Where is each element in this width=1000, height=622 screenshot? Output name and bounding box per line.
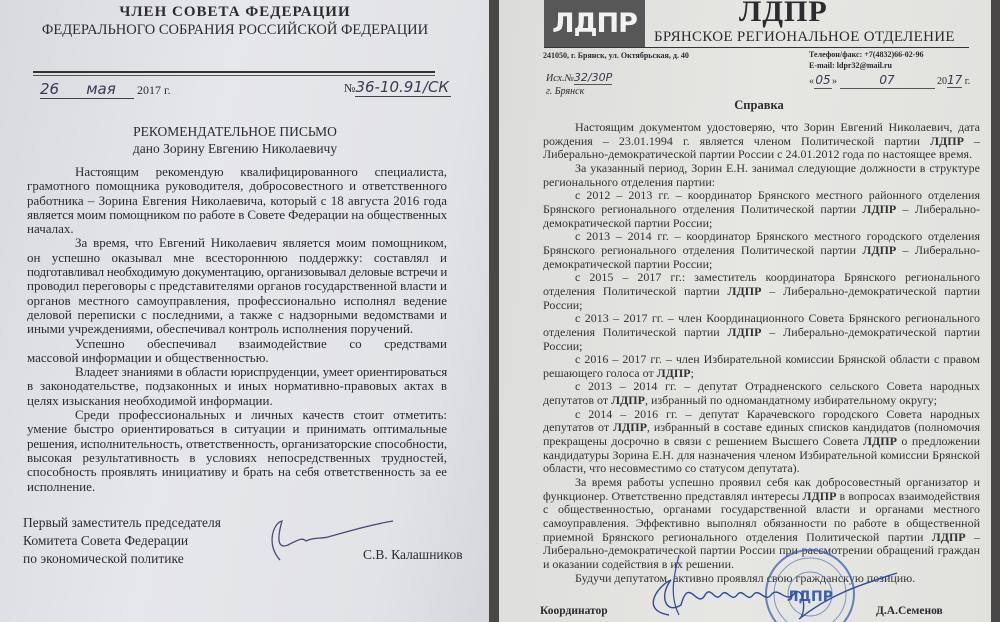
certificate-title: Справка: [734, 98, 784, 112]
date-month: 07: [840, 73, 935, 89]
signer-position-line: Первый заместитель председателя: [23, 515, 221, 530]
signature-semenov: [599, 555, 899, 622]
date-year: 2017 г.: [137, 83, 171, 97]
text-line: целях изыскания необходимой информации.: [27, 392, 273, 408]
date-month: мая: [68, 80, 134, 99]
out-number-value: 32/30Р: [573, 71, 613, 84]
text-line: подготавливал необходимую документацию, организовывал деловые встречи и: [27, 264, 448, 280]
text-line: области, что несовместимо со статусом депутата).: [543, 461, 800, 476]
number-prefix: №: [344, 81, 356, 95]
text-line: Настоящим документом удостоверяю, что Зорин Евгений Николаевич, дата: [575, 120, 980, 134]
text-line: За время работы успешно проявил себя как добросовестный организатор и: [575, 475, 980, 490]
text-line: высокая результативность в условиях непосредственных трудностей,: [27, 449, 447, 465]
text-line: депутатов от ЛДПР, избранный по одномандатному избирательному округу;: [543, 393, 937, 408]
text-line: с 2012 – 2013 гг. – координатор Брянского местного районного отделения: [575, 188, 980, 203]
letterhead-divider: [33, 71, 435, 76]
email: E-mail: ldpr32@mail.ru: [809, 61, 892, 70]
signer-name: Д.А.Семенов: [876, 605, 943, 617]
text-line: с общественностью, органами государственной власти и органами местного: [543, 502, 980, 517]
text-line: с 2015 – 2017 гг.: заместитель координатора Брянского регионального: [575, 270, 980, 285]
text-line: началах.: [27, 221, 74, 237]
org-subtitle: БРЯНСКОЕ РЕГИОНАЛЬНОЕ ОТДЕЛЕНИЕ: [654, 29, 955, 45]
signer-position: Координатор: [540, 605, 608, 617]
text-line: кандидатуры Зорина Е.Н. для назначения членом Избирательной комиссии Брянской: [543, 447, 980, 462]
certificate-page: [499, 0, 991, 622]
text-line: решающего голоса от ЛДПР;: [543, 365, 694, 380]
text-line: иными учреждениями, обеспечивал контроль исполнения поручений.: [27, 321, 414, 337]
text-line: Либерально-демократической партии России при рассмотрении обращений граждан: [543, 543, 980, 558]
text-line: отделения Политической партии ЛДПР – Либерально-демократической партии: [543, 324, 980, 339]
text-line: Либерально-демократической партии России с 24.01.2012 года по настоящее время.: [543, 147, 973, 162]
text-line: и оказании содействия в их решении.: [543, 557, 734, 571]
text-line: демократической партии России;: [543, 256, 713, 271]
date-year-prefix: 20: [937, 76, 947, 87]
text-line: регионального отделения партии:: [543, 174, 716, 189]
date-day: 05: [815, 73, 831, 87]
text-line: он успешно оказывал мне всестороннюю поддержку: составлял и: [27, 249, 447, 265]
date-day: 26: [40, 80, 68, 99]
number-value: 36-10.91/СК: [355, 78, 451, 97]
text-line: Брянского регионального отделения Политической партии ЛДПР – Либерально-: [543, 242, 980, 257]
text-line: Настоящим рекомендую квалифицированного специалиста,: [75, 164, 447, 179]
text-line: России;: [543, 297, 583, 312]
text-line: депутатов от ЛДПР, избранный в составе единых списков кандидатов (полномочия: [543, 420, 980, 435]
letter-date: [40, 80, 171, 99]
text-line: с 2013 – 2014 гг. – депутат Отрадненского сельского Совета народных: [575, 379, 980, 394]
out-number-label: Исх.№: [546, 73, 574, 84]
city: г. Брянск: [546, 86, 585, 97]
signer-position: [23, 514, 221, 568]
text-line: проводил переговоры с представителями органов государственной власти и: [27, 278, 447, 294]
text-line: отделения Политической партии ЛДПР – Либерально-демократической партии: [543, 283, 980, 298]
letterhead-title: ЧЛЕН СОВЕТА ФЕДЕРАЦИИ: [119, 4, 351, 20]
text-line: демократической партии России;: [543, 215, 713, 230]
letter-subtitle: дано Зорину Евгению Николаевичу: [132, 141, 338, 156]
text-line: деловой переписки с последними, а также с надзорными ведомствами и: [27, 306, 448, 322]
letter-body: [27, 165, 447, 494]
text-line: с 2013 – 2014 гг. – координатор Брянского местного городского отделения: [575, 229, 980, 244]
certificate-date: «05» 07 2017 г.: [809, 73, 971, 87]
letter-title: РЕКОМЕНДАТЕЛЬНОЕ ПИСЬМО: [133, 124, 337, 139]
text-line: России;: [543, 338, 583, 353]
certificate-body: [543, 121, 980, 585]
date-year-suffix: 17: [947, 73, 963, 87]
text-line: функционер. Ответственно представлял интересы ЛДПР в вопросах взаимодействия: [543, 488, 980, 503]
text-line: умение быстро ориентироваться в ситуации и принимать оптимальные: [27, 421, 447, 437]
letter-number: [344, 78, 451, 97]
org-title: ЛДПР: [739, 0, 828, 28]
text-line: Будучи депутатом, активно проявлял свою гражданскую позицию.: [575, 570, 916, 585]
phone: Телефон/факс: +7(4832)66-02-96: [809, 50, 924, 59]
text-line: с 2014 – 2016 гг. – депутат Карачевского городского Совета народных: [575, 406, 980, 421]
text-line: решения, исполнительность, ответственность, организаторские способности,: [27, 435, 447, 451]
text-line: приемной Брянского регионального отделения Политической партии ЛДПР –: [543, 529, 981, 544]
text-line: работника – Зорина Евгения Николаевича, который с 18 августа 2016 года: [27, 192, 447, 208]
signer-position-line: Комитета Совета Федерации: [23, 533, 189, 548]
date-year-unit: г.: [964, 76, 971, 87]
text-line: За указанный период, Зорин Е.Н. занимал следующие должности в структуре: [575, 160, 980, 175]
text-line: грамотного помощника руководителя, добросовестного и ответственного: [27, 178, 447, 194]
recommendation-letter-page: [0, 0, 489, 622]
text-line: в законодательстве, подзаконных и иных нормативно-правовых актах в: [27, 378, 447, 394]
signer-name: С.В. Калашников: [363, 547, 463, 562]
header-divider: [544, 47, 969, 48]
signer-position-line: по экономической политике: [23, 551, 184, 566]
text-line: является моим помощником по работе в Совете Федерации на общественных: [27, 206, 447, 222]
text-line: Владеет знаниями в области юриспруденции, умеет ориентироваться: [75, 364, 447, 380]
stamp-text: ЛДПР: [786, 589, 834, 605]
text-line: способность проявлять инициативу и брать на себя ответственность за ее: [27, 464, 447, 480]
text-line: За время, что Евгений Николаевич является моим помощником,: [75, 235, 447, 251]
text-line: органов местного самоуправления, профессионально исполнял ведение: [27, 292, 447, 308]
outgoing-number: [546, 71, 612, 85]
ldpr-logo: ЛДПР: [544, 0, 645, 47]
contacts: [809, 49, 923, 71]
text-line: массовой информации и общественностью.: [27, 349, 269, 365]
text-line: исполнение.: [27, 478, 96, 494]
text-line: с 2016 – 2017 гг. – член Избирательной комиссии Брянской области с правом: [575, 352, 980, 367]
text-line: прекращены досрочно в связи с решением Высшего Совета ЛДПР о предложении: [543, 434, 980, 449]
letterhead-subtitle: ФЕДЕРАЛЬНОГО СОБРАНИЯ РОССИЙСКОЙ ФЕДЕРАЦИИ: [41, 22, 429, 38]
address: 241050, г. Брянск, ул. Октябрьская, д. 40: [543, 51, 689, 60]
text-line: Брянского регионального отделения Политической партии ЛДПР – Либерально-: [543, 201, 980, 216]
text-line: Успешно обеспечивал взаимодействие со средствами: [75, 335, 447, 351]
text-line: Среди профессиональных и личных качеств стоит отметить:: [75, 407, 447, 423]
text-line: рождения – 23.01.1994 г. является членом Политической партии ЛДПР –: [543, 133, 981, 148]
text-line: самоуправления. Эффективно выполнял обязанности по работе в общественной: [543, 516, 980, 531]
text-line: с 2013 – 2017 гг. – член Координационного Совета Брянского регионального: [575, 311, 980, 326]
